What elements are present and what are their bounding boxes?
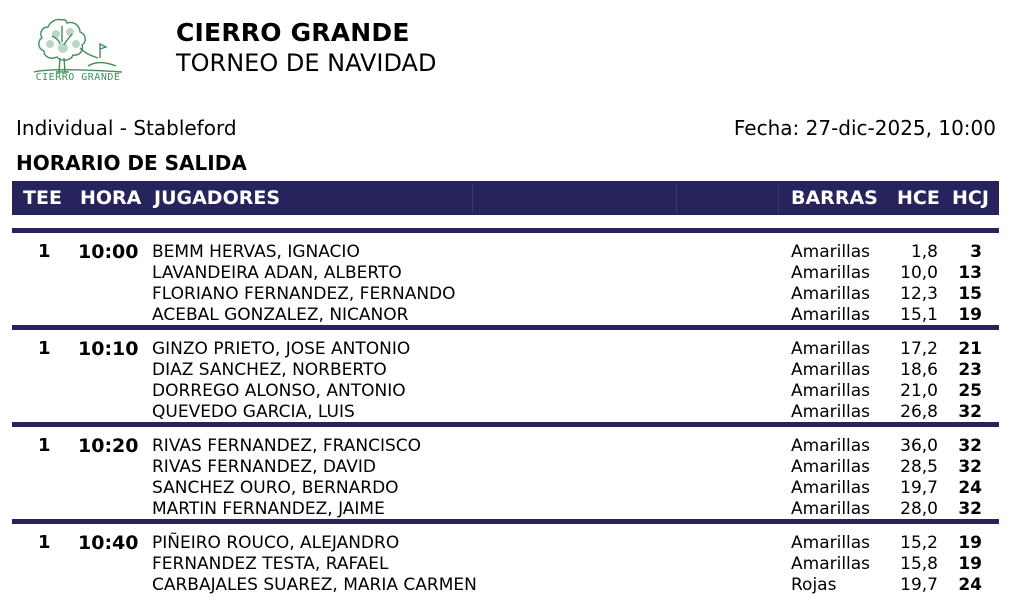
player-name: GINZO PRIETO, JOSE ANTONIO xyxy=(152,339,411,359)
player-hce: 12,3 xyxy=(900,284,938,304)
player-hce: 15,2 xyxy=(900,533,938,553)
player-tees: Amarillas xyxy=(791,381,871,401)
player-row xyxy=(12,575,999,596)
player-name: SANCHEZ OURO, BERNARDO xyxy=(152,478,399,498)
player-hce: 26,8 xyxy=(900,402,938,422)
player-tees: Amarillas xyxy=(791,339,871,359)
player-name: BEMM HERVAS, IGNACIO xyxy=(152,242,360,262)
player-row xyxy=(12,305,999,326)
tee-number: 1 xyxy=(38,338,51,359)
tee-number: 1 xyxy=(38,532,51,553)
column-header-jugadores: JUGADORES xyxy=(154,187,281,209)
tee-number: 1 xyxy=(38,435,51,456)
player-hcj: 15 xyxy=(958,284,982,304)
tee-time: 10:40 xyxy=(78,532,139,554)
player-hce: 28,0 xyxy=(900,499,938,519)
player-name: PIÑEIRO ROUCO, ALEJANDRO xyxy=(152,533,400,553)
player-name: DIAZ SANCHEZ, NORBERTO xyxy=(152,360,387,380)
player-name: ACEBAL GONZALEZ, NICANOR xyxy=(152,305,409,325)
player-row xyxy=(12,436,999,457)
player-tees: Amarillas xyxy=(791,360,871,380)
player-row xyxy=(12,339,999,360)
player-hcj: 19 xyxy=(958,554,982,574)
header-divider xyxy=(472,184,473,212)
player-hcj: 32 xyxy=(958,436,982,456)
player-tees: Amarillas xyxy=(791,554,871,574)
player-hcj: 19 xyxy=(958,533,982,553)
player-name: RIVAS FERNANDEZ, DAVID xyxy=(152,457,376,477)
column-header-tee: TEE xyxy=(23,187,62,209)
player-name: RIVAS FERNANDEZ, FRANCISCO xyxy=(152,436,422,456)
player-row xyxy=(12,533,999,554)
player-tees: Amarillas xyxy=(791,436,871,456)
player-name: LAVANDEIRA ADAN, ALBERTO xyxy=(152,263,402,283)
tee-time: 10:10 xyxy=(78,338,139,360)
tournament-name: TORNEO DE NAVIDAD xyxy=(176,49,437,77)
player-tees: Amarillas xyxy=(791,478,871,498)
player-hce: 28,5 xyxy=(900,457,938,477)
tee-time-list xyxy=(12,228,999,604)
player-hce: 36,0 xyxy=(900,436,938,456)
player-hce: 10,0 xyxy=(900,263,938,283)
player-name: MARTIN FERNANDEZ, JAIME xyxy=(152,499,385,519)
player-name: FERNANDEZ TESTA, RAFAEL xyxy=(152,554,389,574)
table-header xyxy=(12,181,999,215)
column-header-hora: HORA xyxy=(80,187,142,209)
player-hcj: 19 xyxy=(958,305,982,325)
header-divider xyxy=(778,184,779,212)
section-title: HORARIO DE SALIDA xyxy=(16,151,247,175)
column-header-barras: BARRAS xyxy=(791,187,878,209)
player-hce: 19,7 xyxy=(900,575,938,595)
player-hcj: 25 xyxy=(958,381,982,401)
tee-number: 1 xyxy=(38,241,51,262)
player-row xyxy=(12,478,999,499)
tee-time-group xyxy=(12,519,999,604)
tee-time-group xyxy=(12,325,999,422)
player-hcj: 32 xyxy=(958,402,982,422)
player-row xyxy=(12,242,999,263)
player-hcj: 13 xyxy=(958,263,982,283)
player-tees: Amarillas xyxy=(791,263,871,283)
player-hce: 19,7 xyxy=(900,478,938,498)
player-hce: 21,0 xyxy=(900,381,938,401)
player-hcj: 32 xyxy=(958,499,982,519)
column-header-hcj: HCJ xyxy=(952,187,989,209)
player-tees: Amarillas xyxy=(791,499,871,519)
player-hce: 1,8 xyxy=(910,242,938,262)
player-row xyxy=(12,457,999,478)
player-row xyxy=(12,381,999,402)
player-name: DORREGO ALONSO, ANTONIO xyxy=(152,381,406,401)
player-row xyxy=(12,554,999,575)
player-row xyxy=(12,499,999,520)
player-tees: Amarillas xyxy=(791,533,871,553)
player-name: CARBAJALES SUAREZ, MARIA CARMEN xyxy=(152,575,477,595)
player-tees: Amarillas xyxy=(791,457,871,477)
player-row xyxy=(12,263,999,284)
player-row xyxy=(12,402,999,423)
player-hce: 18,6 xyxy=(900,360,938,380)
column-header-hce: HCE xyxy=(897,187,940,209)
player-tees: Amarillas xyxy=(791,305,871,325)
player-hcj: 24 xyxy=(958,478,982,498)
player-name: QUEVEDO GARCIA, LUIS xyxy=(152,402,355,422)
game-modality: Individual - Stableford xyxy=(16,116,237,140)
tee-time-group xyxy=(12,422,999,519)
header-divider xyxy=(676,184,677,212)
player-hcj: 21 xyxy=(958,339,982,359)
tee-time-group xyxy=(12,228,999,325)
tee-time: 10:20 xyxy=(78,435,139,457)
player-hcj: 23 xyxy=(958,360,982,380)
player-tees: Amarillas xyxy=(791,284,871,304)
player-hcj: 3 xyxy=(970,242,982,262)
player-row xyxy=(12,360,999,381)
player-tees: Rojas xyxy=(791,575,837,595)
player-hce: 17,2 xyxy=(900,339,938,359)
player-hce: 15,1 xyxy=(900,305,938,325)
player-name: FLORIANO FERNANDEZ, FERNANDO xyxy=(152,284,456,304)
player-row xyxy=(12,284,999,305)
tournament-date: Fecha: 27-dic-2025, 10:00 xyxy=(733,116,996,140)
club-logo xyxy=(26,14,130,90)
logo-text: CIERRO GRANDE xyxy=(35,72,121,83)
player-tees: Amarillas xyxy=(791,402,871,422)
club-name: CIERRO GRANDE xyxy=(176,18,410,47)
player-hce: 15,8 xyxy=(900,554,938,574)
tee-time: 10:00 xyxy=(78,241,139,263)
player-tees: Amarillas xyxy=(791,242,871,262)
player-hcj: 32 xyxy=(958,457,982,477)
player-hcj: 24 xyxy=(958,575,982,595)
